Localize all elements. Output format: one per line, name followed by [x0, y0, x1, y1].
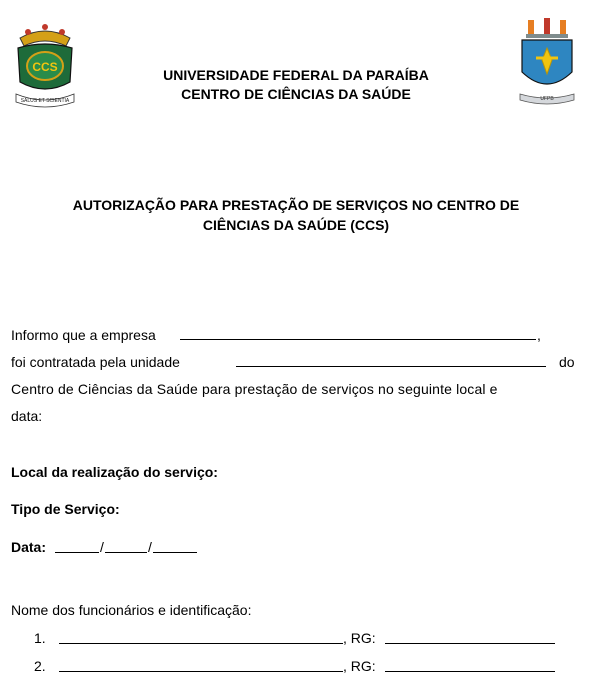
document-title-line2: CIÊNCIAS DA SAÚDE (CCS) [202, 217, 390, 233]
service-type-label: Tipo de Serviço: [11, 501, 120, 517]
date-month-blank[interactable] [105, 552, 147, 553]
paragraph-line4: data: [11, 408, 43, 424]
date-label: Data: [11, 539, 47, 555]
employee-name-blank[interactable] [59, 671, 343, 672]
unit-label: foi contratada pela unidade [11, 354, 180, 370]
date-separator: / [100, 539, 104, 555]
svg-text:UFPB: UFPB [540, 96, 554, 102]
employee-number: 2. [34, 658, 46, 674]
date-year-blank[interactable] [153, 552, 197, 553]
service-location-label: Local da realização do serviço: [11, 464, 218, 480]
company-label: Informo que a empresa [11, 327, 156, 343]
company-blank[interactable] [180, 339, 536, 340]
university-name: UNIVERSIDADE FEDERAL DA PARAÍBA [163, 67, 429, 83]
unit-suffix: do [559, 354, 575, 370]
rg-blank[interactable] [385, 671, 555, 672]
rg-blank[interactable] [385, 643, 555, 644]
rg-label: , RG: [343, 630, 376, 646]
comma: , [537, 327, 541, 343]
date-separator: / [148, 539, 152, 555]
svg-text:SALUS ET SCIENTIA: SALUS ET SCIENTIA [20, 98, 70, 104]
employee-name-blank[interactable] [59, 643, 343, 644]
date-day-blank[interactable] [55, 552, 99, 553]
document-title-line1: AUTORIZAÇÃO PARA PRESTAÇÃO DE SERVIÇOS NO CENTRO DE [72, 197, 520, 213]
center-name: CENTRO DE CIÊNCIAS DA SAÚDE [181, 86, 411, 102]
employee-number: 1. [34, 630, 46, 646]
paragraph-line3: Centro de Ciências da Saúde para prestação de serviços no seguinte local e [11, 381, 498, 397]
svg-text:CCS: CCS [32, 60, 58, 74]
unit-blank[interactable] [236, 366, 546, 367]
rg-label: , RG: [343, 658, 376, 674]
employees-heading: Nome dos funcionários e identificação: [11, 602, 252, 618]
